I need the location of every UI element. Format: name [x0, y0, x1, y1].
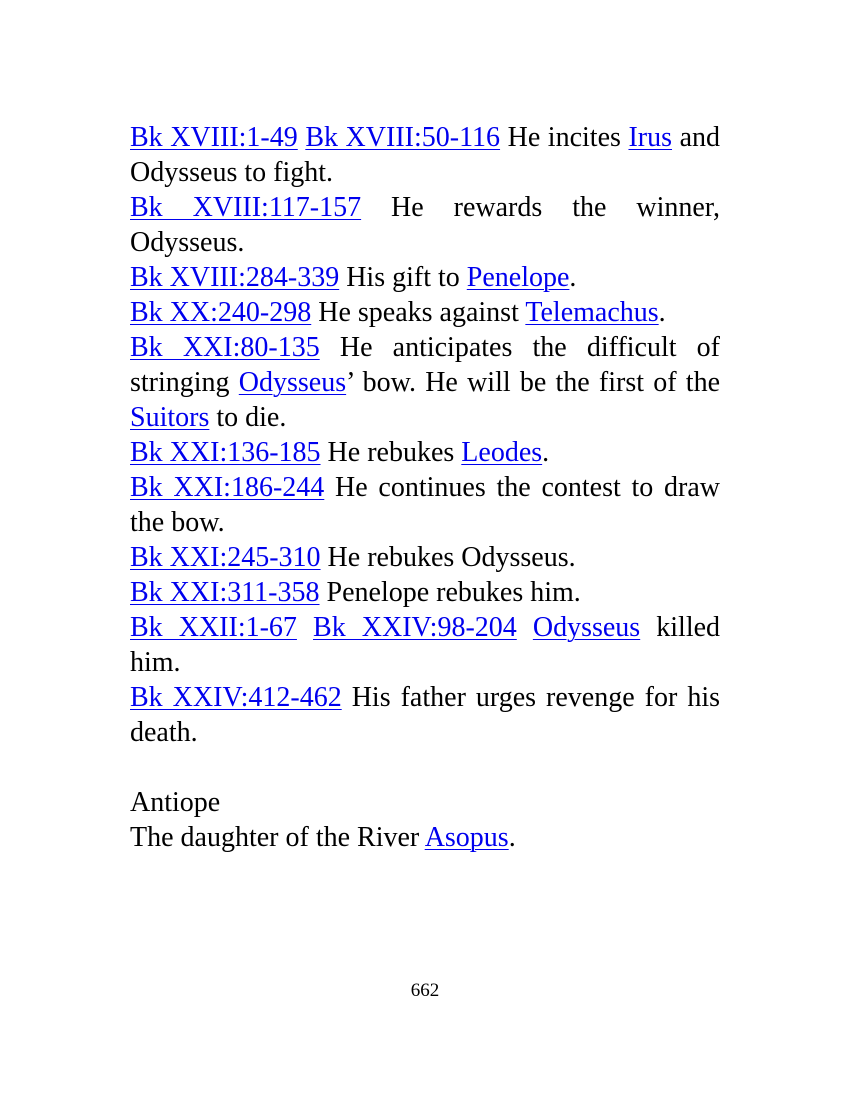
entry-text: His gift to	[339, 262, 467, 293]
ref-link[interactable]: Bk XXIV:98-204	[313, 612, 517, 643]
ref-link[interactable]: Bk XXI:245-310	[130, 542, 321, 573]
entry-text: His father urges revenge for his death.	[130, 682, 720, 748]
entry-text: and Odysseus to fight.	[130, 122, 721, 188]
ref-link[interactable]: Bk XXII:1-67	[130, 612, 297, 643]
entry-rebukes-leodes	[130, 435, 720, 470]
entry-text: .	[658, 297, 666, 328]
ref-link[interactable]: Bk XVIII:1-49	[130, 122, 298, 153]
ref-link[interactable]: Bk XVIII:117-157	[130, 192, 362, 223]
entry-text: to die.	[209, 402, 287, 433]
entry-against-telemachus	[130, 295, 720, 330]
entry-text: ’ bow. He will be the first of the	[346, 367, 720, 398]
entry-stringing-bow	[130, 330, 720, 435]
page-content	[130, 120, 720, 855]
page-number: 662	[410, 980, 440, 1001]
entry-gift-penelope	[130, 260, 720, 295]
entry-heading-antiope: Antiope	[130, 787, 221, 818]
entry-rebukes-odysseus	[130, 540, 720, 575]
entry-penelope-rebukes	[130, 575, 720, 610]
ref-link[interactable]: Bk XVIII:50-116	[305, 122, 501, 153]
ref-link[interactable]: Bk XX:240-298	[130, 297, 312, 328]
ref-link[interactable]: Bk XXI:186-244	[130, 472, 325, 503]
ref-link[interactable]: Bk XXI:80-135	[130, 332, 320, 363]
ref-link[interactable]: Bk XXI:136-185	[130, 437, 321, 468]
entry-antiope-description	[130, 820, 720, 855]
entry-text: He rewards the winner, Odysseus.	[130, 192, 721, 258]
ref-link-suitors[interactable]: Suitors	[130, 402, 210, 433]
entry-text: He rebukes	[320, 437, 462, 468]
entry-text: .	[569, 262, 577, 293]
entry-father-revenge	[130, 680, 720, 750]
ref-link-odysseus[interactable]: Odysseus	[532, 612, 641, 643]
entry-continues-contest	[130, 470, 720, 540]
ref-link-asopus[interactable]: Asopus	[424, 822, 509, 853]
entry-text: He speaks against	[311, 297, 526, 328]
ref-link-penelope[interactable]: Penelope	[466, 262, 570, 293]
ref-link-telemachus[interactable]: Telemachus	[525, 297, 659, 328]
entry-text: .	[542, 437, 550, 468]
ref-link-irus[interactable]: Irus	[628, 122, 673, 153]
entry-text: He incites	[500, 122, 629, 153]
ref-link[interactable]: Bk XVIII:284-339	[130, 262, 340, 293]
entry-text: The daughter of the River	[130, 822, 425, 853]
entry-killed-him	[130, 610, 720, 680]
entry-rewards-winner	[130, 190, 720, 260]
entry-text: killed him.	[130, 612, 721, 678]
section-gap	[130, 750, 720, 785]
ref-link[interactable]: Bk XXI:311-358	[130, 577, 320, 608]
ref-link[interactable]: Bk XXIV:412-462	[130, 682, 342, 713]
entry-text: He continues the contest to draw the bow.	[130, 472, 720, 538]
ref-link-leodes[interactable]: Leodes	[461, 437, 543, 468]
entry-text: .	[508, 822, 516, 853]
entry-text: He anticipates the difficult of stringing	[130, 332, 721, 398]
entry-text: He rebukes Odysseus.	[320, 542, 576, 573]
entry-incites-irus	[130, 120, 720, 190]
ref-link-odysseus[interactable]: Odysseus	[238, 367, 347, 398]
entry-text: Penelope rebukes him.	[319, 577, 581, 608]
